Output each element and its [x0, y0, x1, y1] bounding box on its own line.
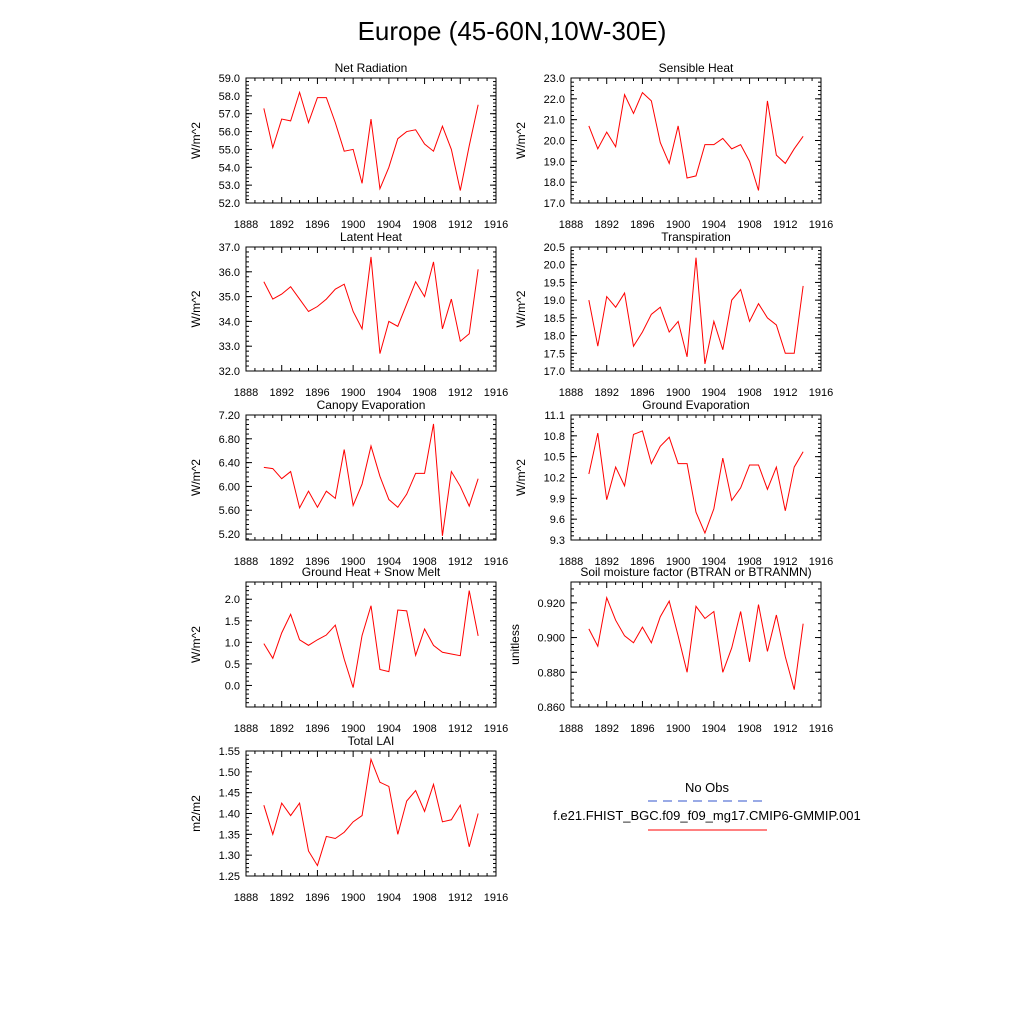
- x-tick-label: 1900: [665, 556, 691, 568]
- x-tick-label: 1892: [269, 219, 294, 231]
- x-tick-label: 1896: [630, 723, 655, 735]
- y-tick-label: 57.0: [218, 108, 240, 121]
- y-axis-label: W/m^2: [189, 290, 203, 328]
- y-tick-label: 36.0: [218, 266, 240, 279]
- x-tick-label: 1912: [448, 892, 473, 904]
- x-tick-label: 1912: [448, 387, 473, 399]
- y-tick-label: 10.5: [543, 451, 565, 464]
- x-tick-label: 1892: [269, 556, 294, 568]
- x-tick-label: 1912: [773, 556, 798, 568]
- x-tick-label: 1900: [665, 219, 691, 231]
- x-tick-label: 1900: [665, 723, 691, 735]
- x-tick-label: 1904: [701, 556, 727, 568]
- y-tick-label: 56.0: [218, 126, 240, 139]
- y-tick-label: 19.5: [543, 277, 565, 290]
- y-tick-label: 20.0: [543, 259, 565, 272]
- y-tick-label: 33.0: [218, 341, 240, 354]
- x-tick-label: 1904: [376, 387, 402, 399]
- x-tick-label: 1904: [701, 219, 727, 231]
- y-tick-label: 6.00: [218, 481, 240, 494]
- y-tick-label: 18.0: [543, 177, 565, 190]
- y-tick-label: 9.3: [549, 535, 565, 547]
- y-tick-label: 17.0: [543, 366, 565, 378]
- x-tick-label: 1908: [412, 387, 437, 399]
- x-tick-label: 1916: [483, 892, 509, 904]
- x-tick-label: 1904: [376, 723, 402, 735]
- y-axis-label: W/m^2: [189, 122, 203, 159]
- x-tick-label: 1908: [737, 723, 762, 735]
- x-tick-label: 1904: [376, 219, 402, 231]
- x-tick-label: 1904: [701, 723, 727, 735]
- y-tick-label: 37.0: [218, 242, 240, 254]
- y-tick-label: 10.2: [543, 472, 565, 485]
- y-axis-label: m2/m2: [189, 795, 203, 832]
- x-tick-label: 1908: [737, 556, 762, 568]
- x-tick-label: 1900: [340, 892, 366, 904]
- y-tick-label: 59.0: [218, 73, 240, 85]
- x-tick-label: 1904: [376, 556, 402, 568]
- x-tick-label: 1912: [773, 723, 798, 735]
- x-tick-label: 1892: [269, 387, 294, 399]
- x-tick-label: 1908: [412, 556, 437, 568]
- x-tick-label: 1916: [808, 219, 834, 231]
- x-tick-label: 1888: [558, 556, 584, 568]
- y-axis-label: W/m^2: [514, 122, 528, 159]
- x-tick-label: 1908: [737, 219, 762, 231]
- x-tick-label: 1908: [412, 892, 437, 904]
- y-tick-label: 1.0: [224, 637, 240, 650]
- x-tick-label: 1888: [558, 387, 584, 399]
- x-tick-label: 1916: [483, 723, 509, 735]
- panel-title: Transpiration: [661, 230, 731, 244]
- y-tick-label: 7.20: [218, 410, 240, 422]
- y-axis-label: W/m^2: [189, 626, 203, 663]
- x-tick-label: 1896: [630, 219, 655, 231]
- y-tick-label: 0.860: [537, 702, 565, 714]
- panel-title: Soil moisture factor (BTRAN or BTRANMN): [580, 565, 812, 579]
- y-tick-label: 54.0: [218, 162, 240, 175]
- x-tick-label: 1912: [773, 219, 798, 231]
- y-tick-label: 55.0: [218, 144, 240, 157]
- x-tick-label: 1896: [305, 892, 330, 904]
- y-tick-label: 19.0: [543, 295, 565, 308]
- y-tick-label: 58.0: [218, 90, 240, 103]
- x-tick-label: 1912: [773, 387, 798, 399]
- y-tick-label: 0.900: [537, 632, 565, 645]
- x-tick-label: 1908: [412, 723, 437, 735]
- x-tick-label: 1888: [233, 387, 259, 399]
- y-tick-label: 1.55: [218, 746, 240, 758]
- y-tick-label: 9.6: [549, 514, 565, 527]
- y-tick-label: 20.0: [543, 135, 565, 148]
- x-tick-label: 1916: [808, 556, 834, 568]
- panel-title: Sensible Heat: [658, 61, 734, 75]
- y-tick-label: 5.20: [218, 529, 240, 542]
- x-tick-label: 1916: [483, 387, 509, 399]
- y-tick-label: 1.50: [218, 766, 240, 779]
- y-tick-label: 1.40: [218, 808, 240, 821]
- panel-title: Net Radiation: [334, 61, 408, 75]
- y-tick-label: 1.45: [218, 787, 240, 800]
- x-tick-label: 1888: [558, 219, 584, 231]
- y-tick-label: 22.0: [543, 93, 565, 106]
- y-tick-label: 5.60: [218, 505, 240, 518]
- y-tick-label: 6.40: [218, 457, 240, 470]
- x-tick-label: 1888: [233, 219, 259, 231]
- y-tick-label: 0.880: [537, 667, 565, 680]
- x-tick-label: 1896: [630, 556, 655, 568]
- x-tick-label: 1892: [594, 219, 619, 231]
- x-tick-label: 1892: [269, 723, 294, 735]
- y-tick-label: 19.0: [543, 156, 565, 169]
- x-tick-label: 1908: [412, 219, 437, 231]
- y-axis-label: W/m^2: [189, 459, 203, 496]
- x-tick-label: 1896: [630, 387, 655, 399]
- x-tick-label: 1896: [305, 219, 330, 231]
- y-axis-label: W/m^2: [514, 459, 528, 496]
- y-tick-label: 2.0: [224, 594, 240, 607]
- y-tick-label: 1.35: [218, 829, 240, 842]
- x-tick-label: 1904: [701, 387, 727, 399]
- y-tick-label: 20.5: [543, 242, 565, 254]
- x-tick-label: 1912: [448, 556, 473, 568]
- y-tick-label: 35.0: [218, 291, 240, 304]
- x-tick-label: 1908: [737, 387, 762, 399]
- x-tick-label: 1912: [448, 219, 473, 231]
- page-title: Europe (45-60N,10W-30E): [357, 16, 667, 46]
- x-tick-label: 1892: [594, 387, 619, 399]
- x-tick-label: 1896: [305, 387, 330, 399]
- x-tick-label: 1916: [808, 387, 834, 399]
- y-tick-label: 53.0: [218, 180, 240, 193]
- x-tick-label: 1888: [233, 723, 259, 735]
- y-tick-label: 17.0: [543, 198, 565, 210]
- y-tick-label: 10.8: [543, 430, 565, 443]
- y-tick-label: 18.0: [543, 330, 565, 343]
- panel-title: Canopy Evaporation: [316, 398, 426, 412]
- y-tick-label: 11.1: [544, 410, 565, 422]
- y-tick-label: 18.5: [543, 312, 565, 325]
- panel-title: Ground Evaporation: [642, 398, 750, 412]
- x-tick-label: 1888: [233, 892, 259, 904]
- panel-title: Latent Heat: [339, 230, 403, 244]
- y-tick-label: 6.80: [218, 433, 240, 446]
- panel-title: Ground Heat + Snow Melt: [301, 565, 441, 579]
- y-tick-label: 52.0: [218, 198, 240, 210]
- x-tick-label: 1900: [340, 723, 366, 735]
- x-tick-label: 1900: [340, 219, 366, 231]
- x-tick-label: 1916: [483, 556, 509, 568]
- x-tick-label: 1900: [340, 387, 366, 399]
- x-tick-label: 1916: [808, 723, 834, 735]
- x-tick-label: 1904: [376, 892, 402, 904]
- x-tick-label: 1900: [665, 387, 691, 399]
- y-tick-label: 1.30: [218, 850, 240, 863]
- x-tick-label: 1896: [305, 723, 330, 735]
- legend-model-label: f.e21.FHIST_BGC.f09_f09_mg17.CMIP6-GMMIP.001: [553, 808, 861, 823]
- x-tick-label: 1900: [340, 556, 366, 568]
- y-tick-label: 9.9: [549, 493, 565, 506]
- y-tick-label: 32.0: [218, 366, 240, 378]
- x-tick-label: 1896: [305, 556, 330, 568]
- y-tick-label: 0.5: [224, 658, 240, 671]
- y-axis-label: W/m^2: [514, 290, 528, 328]
- x-tick-label: 1892: [594, 556, 619, 568]
- x-tick-label: 1888: [233, 556, 259, 568]
- x-tick-label: 1912: [448, 723, 473, 735]
- y-axis-label: unitless: [508, 624, 522, 665]
- x-tick-label: 1892: [594, 723, 619, 735]
- y-tick-label: 23.0: [543, 73, 565, 85]
- y-tick-label: 1.5: [224, 615, 240, 628]
- x-tick-label: 1916: [483, 219, 509, 231]
- legend-obs-label: No Obs: [684, 780, 730, 795]
- panel-title: Total LAI: [347, 734, 395, 748]
- y-tick-label: 34.0: [218, 316, 240, 329]
- x-tick-label: 1892: [269, 892, 294, 904]
- y-tick-label: 0.0: [224, 680, 240, 693]
- y-tick-label: 1.25: [218, 871, 240, 883]
- y-tick-label: 0.920: [537, 597, 565, 610]
- y-tick-label: 21.0: [543, 114, 565, 127]
- x-tick-label: 1888: [558, 723, 584, 735]
- y-tick-label: 17.5: [543, 348, 565, 361]
